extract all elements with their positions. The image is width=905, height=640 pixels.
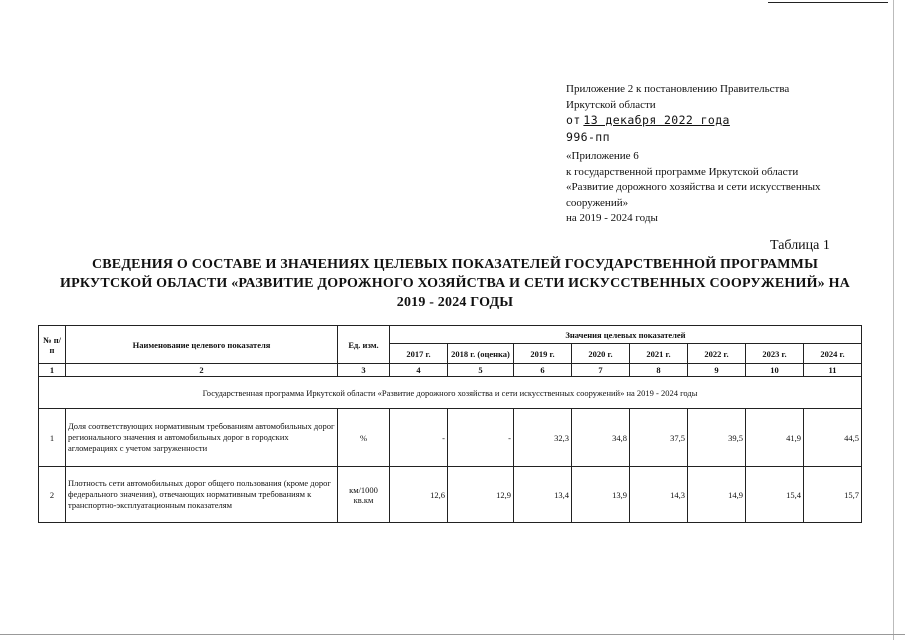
indicator-value: 44,5 — [804, 409, 862, 467]
appendix-line: Приложение 2 к постановлению Правительства — [566, 83, 790, 95]
title-line: СВЕДЕНИЯ О СОСТАВЕ И ЗНАЧЕНИЯХ ЦЕЛЕВЫХ ПОКАЗАТЕЛЕЙ ГОСУДАРСТВЕННОЙ ПРОГРАММЫ — [91, 257, 819, 272]
indicator-value: 34,8 — [572, 409, 630, 467]
table-label: Таблица 1 — [770, 238, 830, 253]
header-unit: Ед. изм. — [338, 326, 390, 364]
indicator-value: 39,5 — [688, 409, 746, 467]
right-edge-line — [893, 0, 894, 640]
header-year: 2023 г. — [746, 344, 804, 364]
indicator-value: - — [448, 409, 514, 467]
program-row: Государственная программа Иркутской области «Развитие дорожного хозяйства и сети искусственных сооружений» на 2019 - 2024 годы — [39, 377, 862, 409]
appendix-line: Иркутской области — [566, 98, 656, 111]
header-name: Наименование целевого показателя — [66, 326, 338, 364]
appendix-date-line — [566, 113, 866, 130]
appendix-line: к государственной программе Иркутской области — [566, 165, 799, 178]
indicator-name: Плотность сети автомобильных дорог общего пользования (кроме дорог федерального значения), отвечающих нормативным требованиям к транспортно-эксплуатационным показателям — [66, 467, 338, 523]
indicator-value: 15,4 — [746, 467, 804, 523]
header-year: 2017 г. — [390, 344, 448, 364]
indicator-unit: % — [338, 409, 390, 467]
indicator-unit: км/1000 кв.км — [338, 467, 390, 523]
header-year: 2024 г. — [804, 344, 862, 364]
title-line: ИРКУТСКОЙ ОБЛАСТИ «РАЗВИТИЕ ДОРОЖНОГО ХОЗЯЙСТВА И СЕТИ ИСКУССТВЕННЫХ СООРУЖЕНИЙ» НА — [60, 276, 850, 291]
header-year: 2021 г. — [630, 344, 688, 364]
header-year: 2022 г. — [688, 344, 746, 364]
appendix-date-prefix: от — [566, 113, 581, 127]
appendix-line: «Развитие дорожного хозяйства и сети искусственных — [566, 181, 821, 193]
column-number: 9 — [688, 364, 746, 377]
header-values-group: Значения целевых показателей — [390, 326, 862, 344]
header-no: № п/п — [39, 326, 66, 364]
indicator-value: - — [390, 409, 448, 467]
indicator-name: Доля соответствующих нормативным требованиям автомобильных дорог регионального значения и автомобильных дорог в городских агломерациях с учетом загруженности — [66, 409, 338, 467]
title-line: 2019 - 2024 ГОДЫ — [396, 295, 514, 310]
bottom-edge-line — [0, 634, 905, 635]
indicator-value: 12,9 — [448, 467, 514, 523]
indicator-value: 13,9 — [572, 467, 630, 523]
column-number: 8 — [630, 364, 688, 377]
indicator-value: 14,9 — [688, 467, 746, 523]
row-number: 2 — [39, 467, 66, 523]
indicator-value: 37,5 — [630, 409, 688, 467]
table-row — [39, 467, 862, 523]
appendix-line: на 2019 - 2024 годы — [566, 212, 658, 224]
table-row — [39, 409, 862, 467]
document-title — [40, 255, 870, 312]
column-number: 3 — [338, 364, 390, 377]
indicator-value: 13,4 — [514, 467, 572, 523]
appendix-number: 996-пп — [566, 129, 610, 144]
indicators-table — [38, 325, 862, 523]
column-number: 6 — [514, 364, 572, 377]
appendix-date: 13 декабря 2022 года — [583, 113, 730, 127]
header-year: 2018 г. (оценка) — [448, 344, 514, 364]
indicator-value: 41,9 — [746, 409, 804, 467]
indicator-value: 14,3 — [630, 467, 688, 523]
appendix-header — [566, 82, 866, 227]
column-number: 7 — [572, 364, 630, 377]
appendix-line: сооружений» — [566, 196, 629, 209]
indicator-value: 12,6 — [390, 467, 448, 523]
row-number: 1 — [39, 409, 66, 467]
indicator-value: 32,3 — [514, 409, 572, 467]
column-number: 5 — [448, 364, 514, 377]
indicator-value: 15,7 — [804, 467, 862, 523]
column-number: 11 — [804, 364, 862, 377]
column-number: 1 — [39, 364, 66, 377]
appendix-line: «Приложение 6 — [566, 150, 639, 162]
top-edge-line — [768, 2, 888, 3]
column-number: 2 — [66, 364, 338, 377]
column-number: 4 — [390, 364, 448, 377]
header-year: 2020 г. — [572, 344, 630, 364]
column-number: 10 — [746, 364, 804, 377]
header-year: 2019 г. — [514, 344, 572, 364]
